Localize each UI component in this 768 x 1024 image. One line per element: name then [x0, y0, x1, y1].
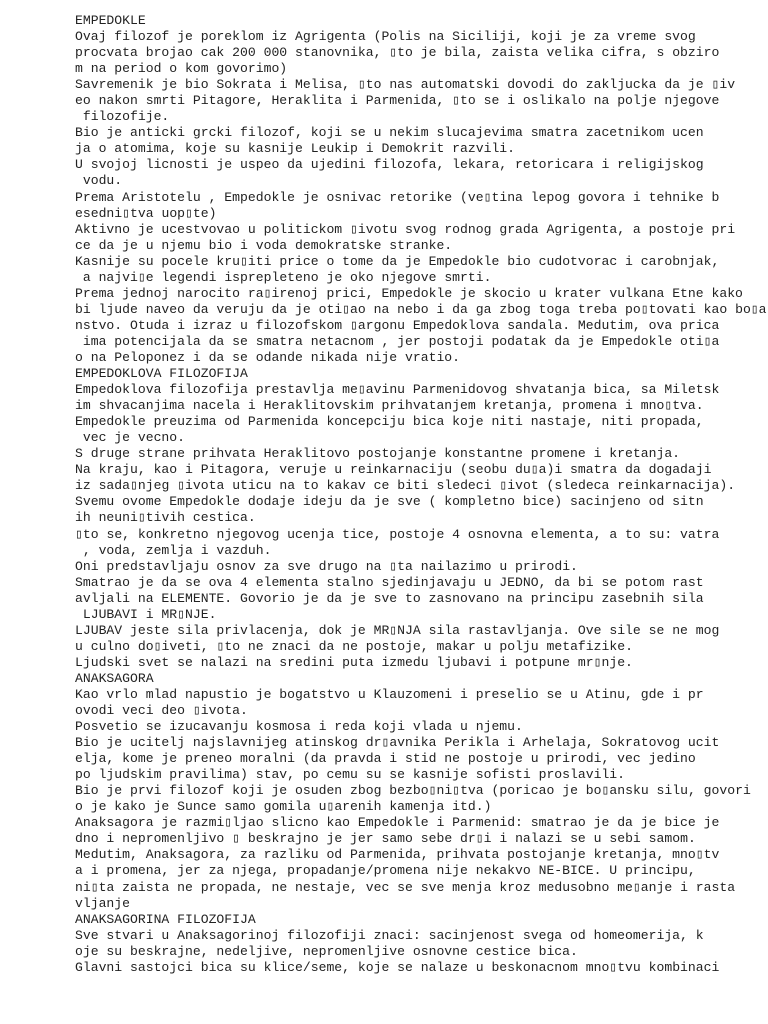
text-line: ANAKSAGORA: [75, 670, 154, 686]
text-line: Aktivno je ucestvovao u politickom ▯ivotu svog rodnog grada Agrigenta, a postoje pri: [75, 221, 736, 237]
text-line: ce da je u njemu bio i voda demokratske stranke.: [75, 237, 453, 253]
text-line: Kao vrlo mlad napustio je bogatstvo u Klauzomeni i preselio se u Atinu, gde i pr: [75, 686, 704, 702]
text-line: , voda, zemlja i vazduh.: [75, 542, 272, 558]
text-line: Sve stvari u Anaksagorinoj filozofiji znaci: sacinjenost svega od homeomerija, k: [75, 927, 704, 943]
text-line: eo nakon smrti Pitagore, Heraklita i Parmenida, ▯to se i oslikalo na polje njegove: [75, 93, 720, 109]
text-line: U svojoj licnosti je uspeo da ujedini filozofa, lekara, retoricara i religijskog: [75, 157, 704, 173]
text-line: procvata brojao cak 200 000 stanovnika, ▯to je bila, zaista velika cifra, s obziro: [75, 45, 720, 61]
text-line: a i promena, jer za njega, propadanje/promena nije nekakvo NE-BICE. U principu,: [75, 863, 696, 879]
text-line: filozofije.: [75, 109, 170, 125]
text-line: o na Peloponez i da se odande nikada nije vratio.: [75, 349, 461, 365]
text-line: Prema Aristotelu , Empedokle je osnivac retorike (ve▯tina lepog govora i tehnike b: [75, 189, 720, 205]
text-line: Smatrao je da se ova 4 elementa stalno sjedinjavaju u JEDNO, da bi se potom rast: [75, 574, 704, 590]
text-line: Prema jednoj narocito ra▯irenoj prici, Empedokle je skocio u krater vulkana Etne kako: [75, 285, 743, 301]
text-line: Na kraju, kao i Pitagora, veruje u reinkarnaciju (seobu du▯a)i smatra da dogadaji: [75, 462, 712, 478]
text-line: avljali na ELEMENTE. Govorio je da je sve to zasnovano na principu zasebnih sila: [75, 590, 704, 606]
text-line: Bio je anticki grcki filozof, koji se u nekim slucajevima smatra zacetnikom ucen: [75, 125, 704, 141]
text-line: EMPEDOKLOVA FILOZOFIJA: [75, 366, 248, 382]
text-line: S druge strane prihvata Heraklitovo postojanje konstantne promene i kretanja.: [75, 446, 681, 462]
text-line: esedni▯tva uop▯te): [75, 205, 217, 221]
text-line: Empedoklova filozofija prestavlja me▯avinu Parmenidovog shvatanja bica, sa Miletsk: [75, 382, 720, 398]
text-line: Glavni sastojci bica su klice/seme, koje se nalaze u beskonacnom mno▯tvu kombinaci: [75, 959, 720, 975]
text-line: ▯to se, konkretno njegovog ucenja tice, postoje 4 osnovna elementa, a to su: vatra: [75, 526, 720, 542]
text-line: EMPEDOKLE: [75, 13, 146, 28]
text-line: ovodi veci deo ▯ivota.: [75, 703, 248, 719]
text-line: Medutim, Anaksagora, za razliku od Parmenida, prihvata postojanje kretanja, mno▯tv: [75, 847, 720, 863]
text-line: elja, kome je preneo moralni (da pravda i stid ne postoje u prirodi, vec jedino: [75, 751, 696, 767]
text-line: vljanje: [75, 895, 131, 911]
text-line: vodu.: [75, 173, 123, 189]
text-line: po ljudskim pravilima) stav, po cemu su se kasnije sofisti proslavili.: [75, 767, 626, 783]
text-line: m na period o kom govorimo): [75, 61, 288, 77]
text-line: Ljudski svet se nalazi na sredini puta izmedu ljubavi i potpune mr▯nje.: [75, 654, 633, 670]
text-line: dno i nepromenljivo ▯ beskrajno je jer samo sebe dr▯i i nalazi se u sebi samom.: [75, 831, 696, 847]
text-line: o je kako je Sunce samo gomila u▯arenih kamenja itd.): [75, 799, 492, 815]
text-line: Empedokle preuzima od Parmenida koncepciju bica koje niti nastaje, niti propada,: [75, 414, 704, 430]
text-line: nstvo. Otuda i izraz u filozofskom ▯argonu Empedoklova sandala. Medutim, ova prica: [75, 317, 720, 333]
text-line: LJUBAV jeste sila privlacenja, dok je MR▯NJA sila rastavljanja. Ove sile se ne mog: [75, 622, 720, 638]
text-line: LJUBAVI i MR▯NJE.: [75, 606, 217, 622]
text-line: ja o atomima, koje su kasnije Leukip i Demokrit razvili.: [75, 141, 516, 157]
text-line: bi ljude naveo da veruju da je oti▯ao na nebo i da ga zbog toga treba po▯tovati kao bo▯a: [75, 301, 767, 317]
text-line: a najvi▯e legendi isprepleteno je oko njegove smrti.: [75, 269, 492, 285]
text-line: Anaksagora je razmi▯ljao slicno kao Empedokle i Parmenid: smatrao je da je bice je: [75, 815, 720, 831]
text-line: ANAKSAGORINA FILOZOFIJA: [75, 911, 256, 927]
text-line: vec je vecno.: [75, 430, 186, 446]
text-line: Svemu ovome Empedokle dodaje ideju da je sve ( kompletno bice) sacinjeno od sitn: [75, 494, 704, 510]
text-line: Kasnije su pocele kru▯iti price o tome da je Empedokle bio cudotvorac i carobnjak,: [75, 253, 720, 269]
text-line: Oni predstavljaju osnov za sve drugo na ▯ta nailazimo u prirodi.: [75, 558, 578, 574]
text-line: ni▯ta zaista ne propada, ne nestaje, vec se sve menja kroz medusobno me▯anje i rasta: [75, 879, 736, 895]
text-line: im shvacanjima nacela i Heraklitovskim prihvatanjem kretanja, promena i mno▯tva.: [75, 398, 704, 414]
document-text: [75, 13, 765, 976]
text-line: Savremenik je bio Sokrata i Melisa, ▯to nas automatski dovodi do zakljucka da je ▯iv: [75, 77, 736, 93]
text-line: Bio je ucitelj najslavnijeg atinskog dr▯avnika Perikla i Arhelaja, Sokratovog ucit: [75, 735, 720, 751]
text-line: iz sada▯njeg ▯ivota uticu na to kakav ce biti sledeci ▯ivot (sledeca reinkarnacija).: [75, 478, 736, 494]
text-line: u culno do▯iveti, ▯to ne znaci da ne postoje, makar u polju metafizike.: [75, 638, 633, 654]
text-line: oje su beskrajne, nedeljive, nepromenljive osnovne cestice bica.: [75, 943, 578, 959]
text-line: ih neuni▯tivih cestica.: [75, 510, 256, 526]
text-line: Ovaj filozof je poreklom iz Agrigenta (Polis na Siciliji, koji je za vreme svog: [75, 29, 696, 45]
text-line: ima potencijala da se smatra netacnom , jer postoji podatak da je Empedokle oti▯a: [75, 333, 720, 349]
text-line: Bio je prvi filozof koji je osuden zbog bezbo▯ni▯tva (poricao je bo▯ansku silu, govori: [75, 783, 751, 799]
text-line: Posvetio se izucavanju kosmosa i reda koji vlada u njemu.: [75, 719, 523, 735]
